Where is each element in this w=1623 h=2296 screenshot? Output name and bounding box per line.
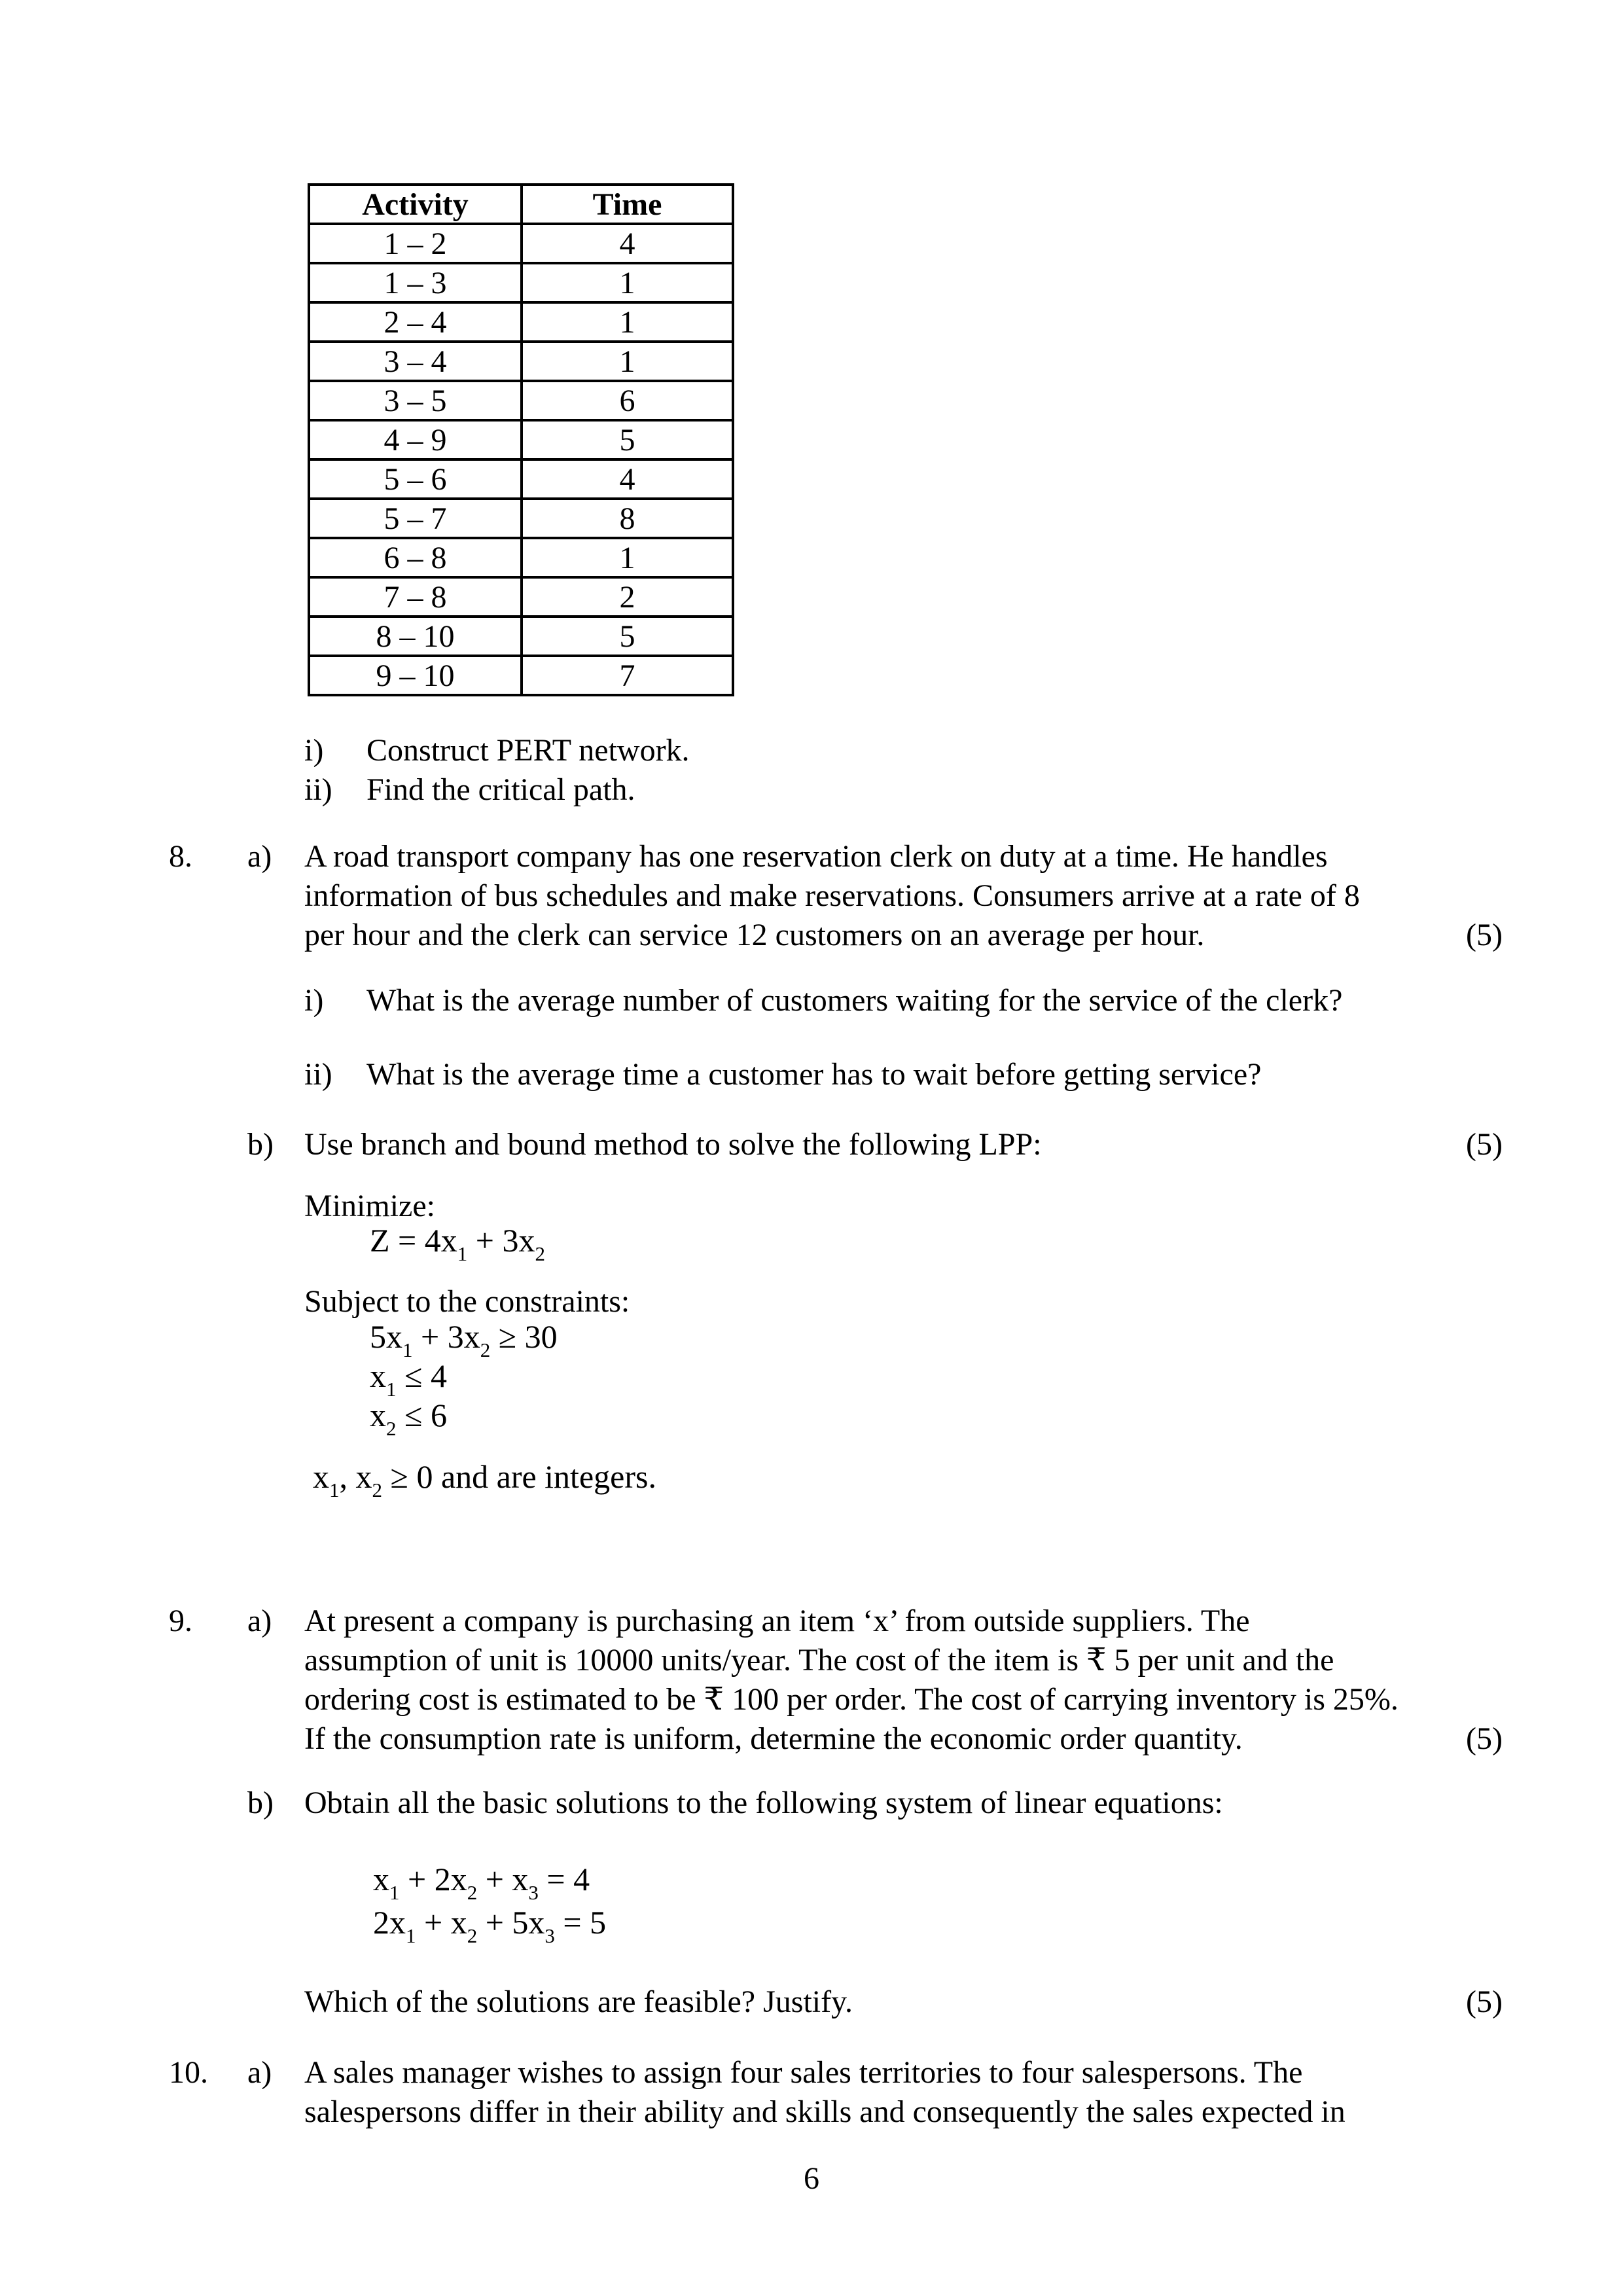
activity-cell: 6 – 8	[309, 538, 522, 577]
table-row	[309, 420, 733, 459]
activity-cell: 1 – 3	[309, 263, 522, 302]
question-9b-followup: Which of the solutions are feasible? Justify.	[304, 1984, 853, 2019]
part-marker-8a: a)	[247, 839, 272, 874]
table-row	[309, 656, 733, 695]
activity-cell: 8 – 10	[309, 617, 522, 656]
activity-cell: 5 – 7	[309, 499, 522, 538]
paragraph-line: A sales manager wishes to assign four sales territories to four salespersons. The	[304, 2055, 1303, 2090]
objective-function: $Z = 4x_1 + 3x_2$	[370, 1222, 545, 1265]
paragraph-line: A road transport company has one reservation clerk on duty at a time. He handles	[304, 839, 1328, 874]
paragraph-line: At present a company is purchasing an item ‘x’ from outside suppliers. The	[304, 1604, 1250, 1638]
activity-cell: 3 – 4	[309, 342, 522, 381]
paragraph-line: If the consumption rate is uniform, determine the economic order quantity.	[304, 1721, 1243, 1756]
table-header-activity: Activity	[309, 185, 522, 224]
question-10a-text	[304, 2053, 1346, 2132]
item-text: What is the average time a customer has to wait before getting service?	[366, 1057, 1262, 1092]
time-cell: 6	[522, 381, 733, 420]
question-8a-item-ii	[304, 1055, 1261, 1094]
table-row	[309, 538, 733, 577]
item-text: What is the average number of customers waiting for the service of the clerk?	[366, 983, 1343, 1018]
table-row	[309, 302, 733, 342]
time-cell: 5	[522, 617, 733, 656]
part-marker-8b: b)	[247, 1127, 274, 1162]
time-cell: 1	[522, 538, 733, 577]
page-number: 6	[804, 2161, 819, 2196]
paragraph-line: ordering cost is estimated to be ₹ 100 per order. The cost of carrying inventory is 25%.	[304, 1682, 1399, 1717]
linear-equation-1: $x_1 + 2x_2 + x_3 = 4$	[373, 1861, 590, 1904]
activity-cell: 7 – 8	[309, 577, 522, 617]
constraint-2: $x_1 \le 4$	[370, 1357, 447, 1401]
item-marker: ii)	[304, 772, 332, 807]
time-cell: 2	[522, 577, 733, 617]
table-row	[309, 263, 733, 302]
activity-cell: 2 – 4	[309, 302, 522, 342]
minimize-label: Minimize:	[304, 1189, 435, 1223]
time-cell: 7	[522, 656, 733, 695]
question-8a-text	[304, 837, 1360, 955]
part-marker-9b: b)	[247, 1785, 274, 1820]
pert-item-i	[304, 731, 690, 770]
time-cell: 4	[522, 459, 733, 499]
marks-9b: (5)	[1466, 1984, 1503, 2019]
table-row	[309, 381, 733, 420]
table-row	[309, 224, 733, 263]
item-marker: i)	[304, 733, 324, 768]
paragraph-line: information of bus schedules and make reservations. Consumers arrive at a rate of 8	[304, 878, 1360, 913]
linear-equation-2: $2x_1 + x_2 + 5x_3 = 5$	[373, 1904, 607, 1947]
integrality-condition: $x_1$, $x_2 \ge 0$ and are integers.	[313, 1458, 656, 1501]
paragraph-line: per hour and the clerk can service 12 customers on an average per hour.	[304, 918, 1205, 952]
table-row	[309, 342, 733, 381]
item-text: Construct PERT network.	[366, 733, 690, 768]
constraint-1: $5x_1 + 3x_2 \ge 30$	[370, 1318, 558, 1361]
activity-cell: 9 – 10	[309, 656, 522, 695]
paragraph-line: assumption of unit is 10000 units/year. The cost of the item is ₹ 5 per unit and the	[304, 1643, 1334, 1677]
activity-cell: 1 – 2	[309, 224, 522, 263]
question-8a-item-i	[304, 981, 1342, 1020]
question-number-9: 9.	[169, 1604, 192, 1638]
item-text: Find the critical path.	[366, 772, 635, 807]
question-8b-text: Use branch and bound method to solve the following LPP:	[304, 1127, 1042, 1162]
question-9a-text	[304, 1602, 1399, 1759]
table-row	[309, 499, 733, 538]
question-9b-text: Obtain all the basic solutions to the following system of linear equations:	[304, 1785, 1223, 1820]
table-row	[309, 459, 733, 499]
time-cell: 8	[522, 499, 733, 538]
question-number-8: 8.	[169, 839, 192, 874]
time-cell: 1	[522, 302, 733, 342]
question-number-10: 10.	[169, 2055, 208, 2090]
time-cell: 1	[522, 342, 733, 381]
item-marker: ii)	[304, 1057, 332, 1092]
marks-8a: (5)	[1466, 918, 1503, 952]
activity-cell: 4 – 9	[309, 420, 522, 459]
table-row	[309, 617, 733, 656]
subject-label: Subject to the constraints:	[304, 1284, 630, 1319]
time-cell: 4	[522, 224, 733, 263]
marks-9a: (5)	[1466, 1721, 1503, 1756]
marks-8b: (5)	[1466, 1127, 1503, 1162]
activity-time-table	[308, 183, 734, 696]
part-marker-10a: a)	[247, 2055, 272, 2090]
paragraph-line: salespersons differ in their ability and skills and consequently the sales expected in	[304, 2094, 1346, 2129]
activity-cell: 5 – 6	[309, 459, 522, 499]
pert-item-ii	[304, 770, 635, 810]
table-header-row	[309, 185, 733, 224]
activity-cell: 3 – 5	[309, 381, 522, 420]
part-marker-9a: a)	[247, 1604, 272, 1638]
item-marker: i)	[304, 983, 324, 1018]
table-header-time: Time	[522, 185, 733, 224]
time-cell: 5	[522, 420, 733, 459]
time-cell: 1	[522, 263, 733, 302]
table-row	[309, 577, 733, 617]
constraint-3: $x_2 \le 6$	[370, 1397, 447, 1440]
